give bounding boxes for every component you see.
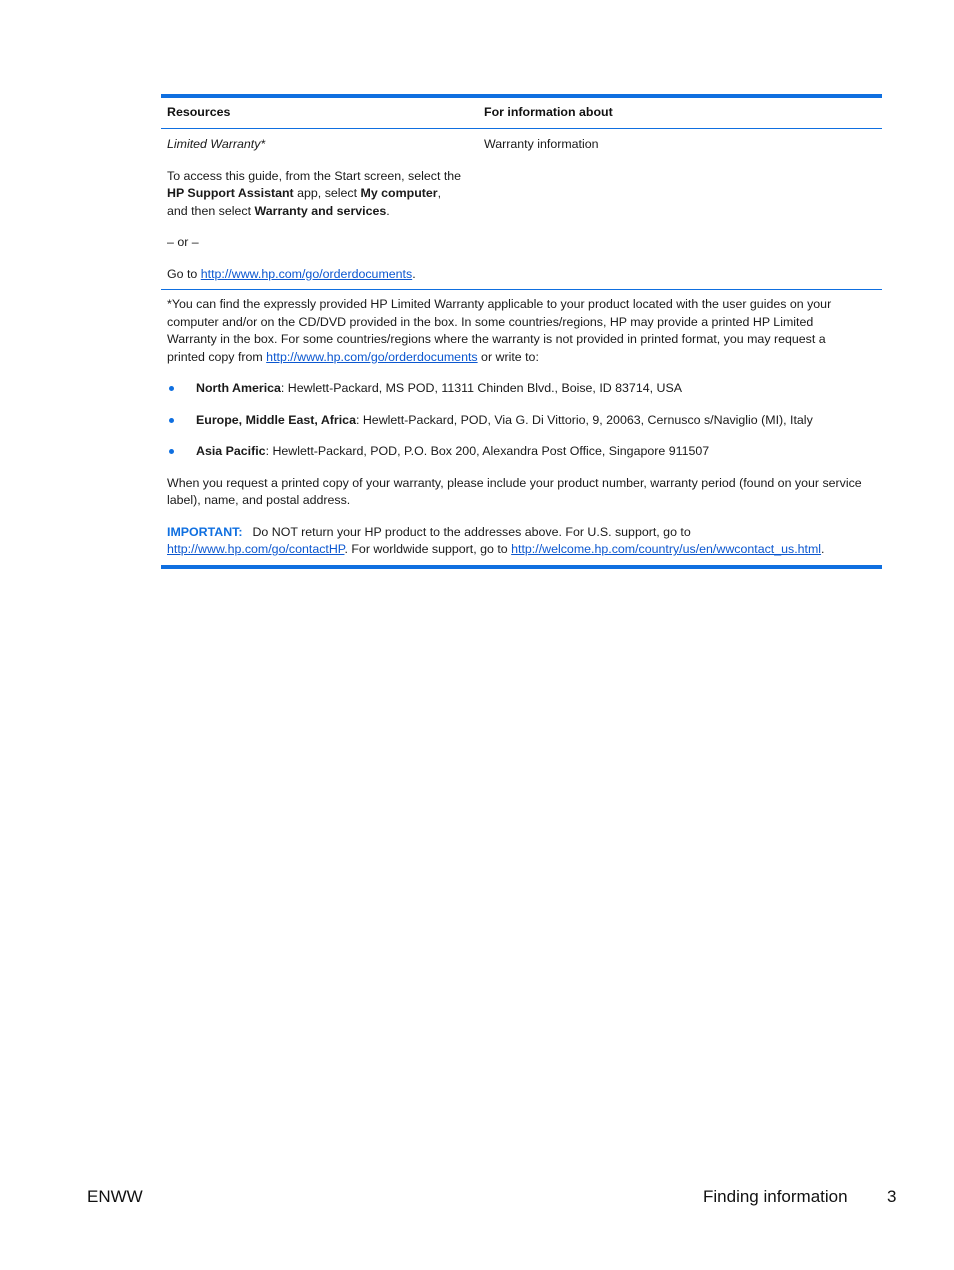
note-orderdocuments-link[interactable]: http://www.hp.com/go/orderdocuments bbox=[266, 349, 478, 364]
contacthp-link[interactable]: http://www.hp.com/go/contactHP bbox=[167, 542, 345, 556]
orderdocuments-link[interactable]: http://www.hp.com/go/orderdocuments bbox=[200, 266, 413, 281]
bullet-icon bbox=[169, 418, 174, 423]
page-number: 3 bbox=[887, 1187, 897, 1206]
list-item bbox=[167, 443, 862, 461]
note-text-1: *You can find the expressly provided HP Limited Warranty applicable to your product located with the user guides on your computer and/or on the CD/DVD provided in the box. In some countries/regions, HP may provide a printed HP Limited Warranty in the box. For some countries/regions where the warranty is not provided in printed format, you may request a printed copy from bbox=[167, 297, 832, 364]
wwcontact-link[interactable]: http://welcome.hp.com/country/us/en/wwcontact_us.html bbox=[511, 542, 822, 556]
or-separator: – or – bbox=[167, 235, 199, 249]
address-list bbox=[167, 380, 862, 461]
important-text-2: . For worldwide support, go to bbox=[344, 542, 512, 556]
warranty-note bbox=[161, 290, 882, 565]
my-computer-label: My computer bbox=[360, 186, 438, 200]
goto-text: Go to bbox=[167, 266, 201, 281]
access-text-4: and then select bbox=[167, 203, 255, 218]
table-row bbox=[161, 129, 882, 290]
goto-line bbox=[167, 266, 484, 284]
note-paragraph-2: When you request a printed copy of your warranty, please include your product number, warranty period (found on your service label), name, and postal address. bbox=[167, 475, 862, 507]
bullet-icon bbox=[169, 449, 174, 454]
goto-end: . bbox=[412, 266, 416, 281]
resource-title: Limited Warranty* bbox=[167, 137, 266, 151]
address-text: : Hewlett-Packard, MS POD, 11311 Chinden Blvd., Boise, ID 83714, USA bbox=[280, 381, 682, 395]
list-item bbox=[167, 380, 862, 398]
access-text-5: . bbox=[386, 203, 390, 218]
note-text-1-end: or write to: bbox=[477, 349, 539, 364]
access-text-2: app, select bbox=[293, 186, 361, 200]
header-resources: Resources bbox=[167, 105, 231, 120]
hp-support-assistant-label: HP Support Assistant bbox=[167, 186, 294, 200]
footer-section-title: Finding information bbox=[703, 1187, 848, 1206]
address-region: Europe, Middle East, Africa bbox=[196, 412, 356, 427]
bullet-icon bbox=[169, 386, 174, 391]
table-header-row bbox=[161, 98, 882, 129]
note-paragraph-1 bbox=[167, 296, 862, 366]
address-text: : Hewlett-Packard, POD, Via G. Di Vittorio, 9, 20063, Cernusco s/Naviglio (MI), Italy bbox=[355, 412, 813, 427]
list-item bbox=[167, 412, 862, 430]
access-text-3: , bbox=[437, 186, 442, 200]
address-region: North America bbox=[196, 381, 281, 395]
header-info: For information about bbox=[484, 105, 613, 120]
info-cell: Warranty information bbox=[484, 137, 599, 151]
important-text-3: . bbox=[821, 542, 825, 556]
important-text-1: Do NOT return your HP product to the addresses above. For U.S. support, go to bbox=[252, 524, 691, 539]
address-text: : Hewlett-Packard, POD, P.O. Box 200, Alexandra Post Office, Singapore 911507 bbox=[265, 444, 710, 458]
access-instructions bbox=[167, 168, 484, 221]
important-note bbox=[167, 524, 862, 559]
warranty-services-label: Warranty and services bbox=[254, 203, 387, 218]
access-text-1: To access this guide, from the Start screen, select the bbox=[167, 168, 462, 183]
footer-locale: ENWW bbox=[87, 1187, 143, 1206]
resources-table bbox=[161, 94, 882, 569]
address-region: Asia Pacific bbox=[196, 444, 266, 458]
resource-cell bbox=[161, 136, 484, 283]
important-label: IMPORTANT: bbox=[167, 524, 243, 539]
